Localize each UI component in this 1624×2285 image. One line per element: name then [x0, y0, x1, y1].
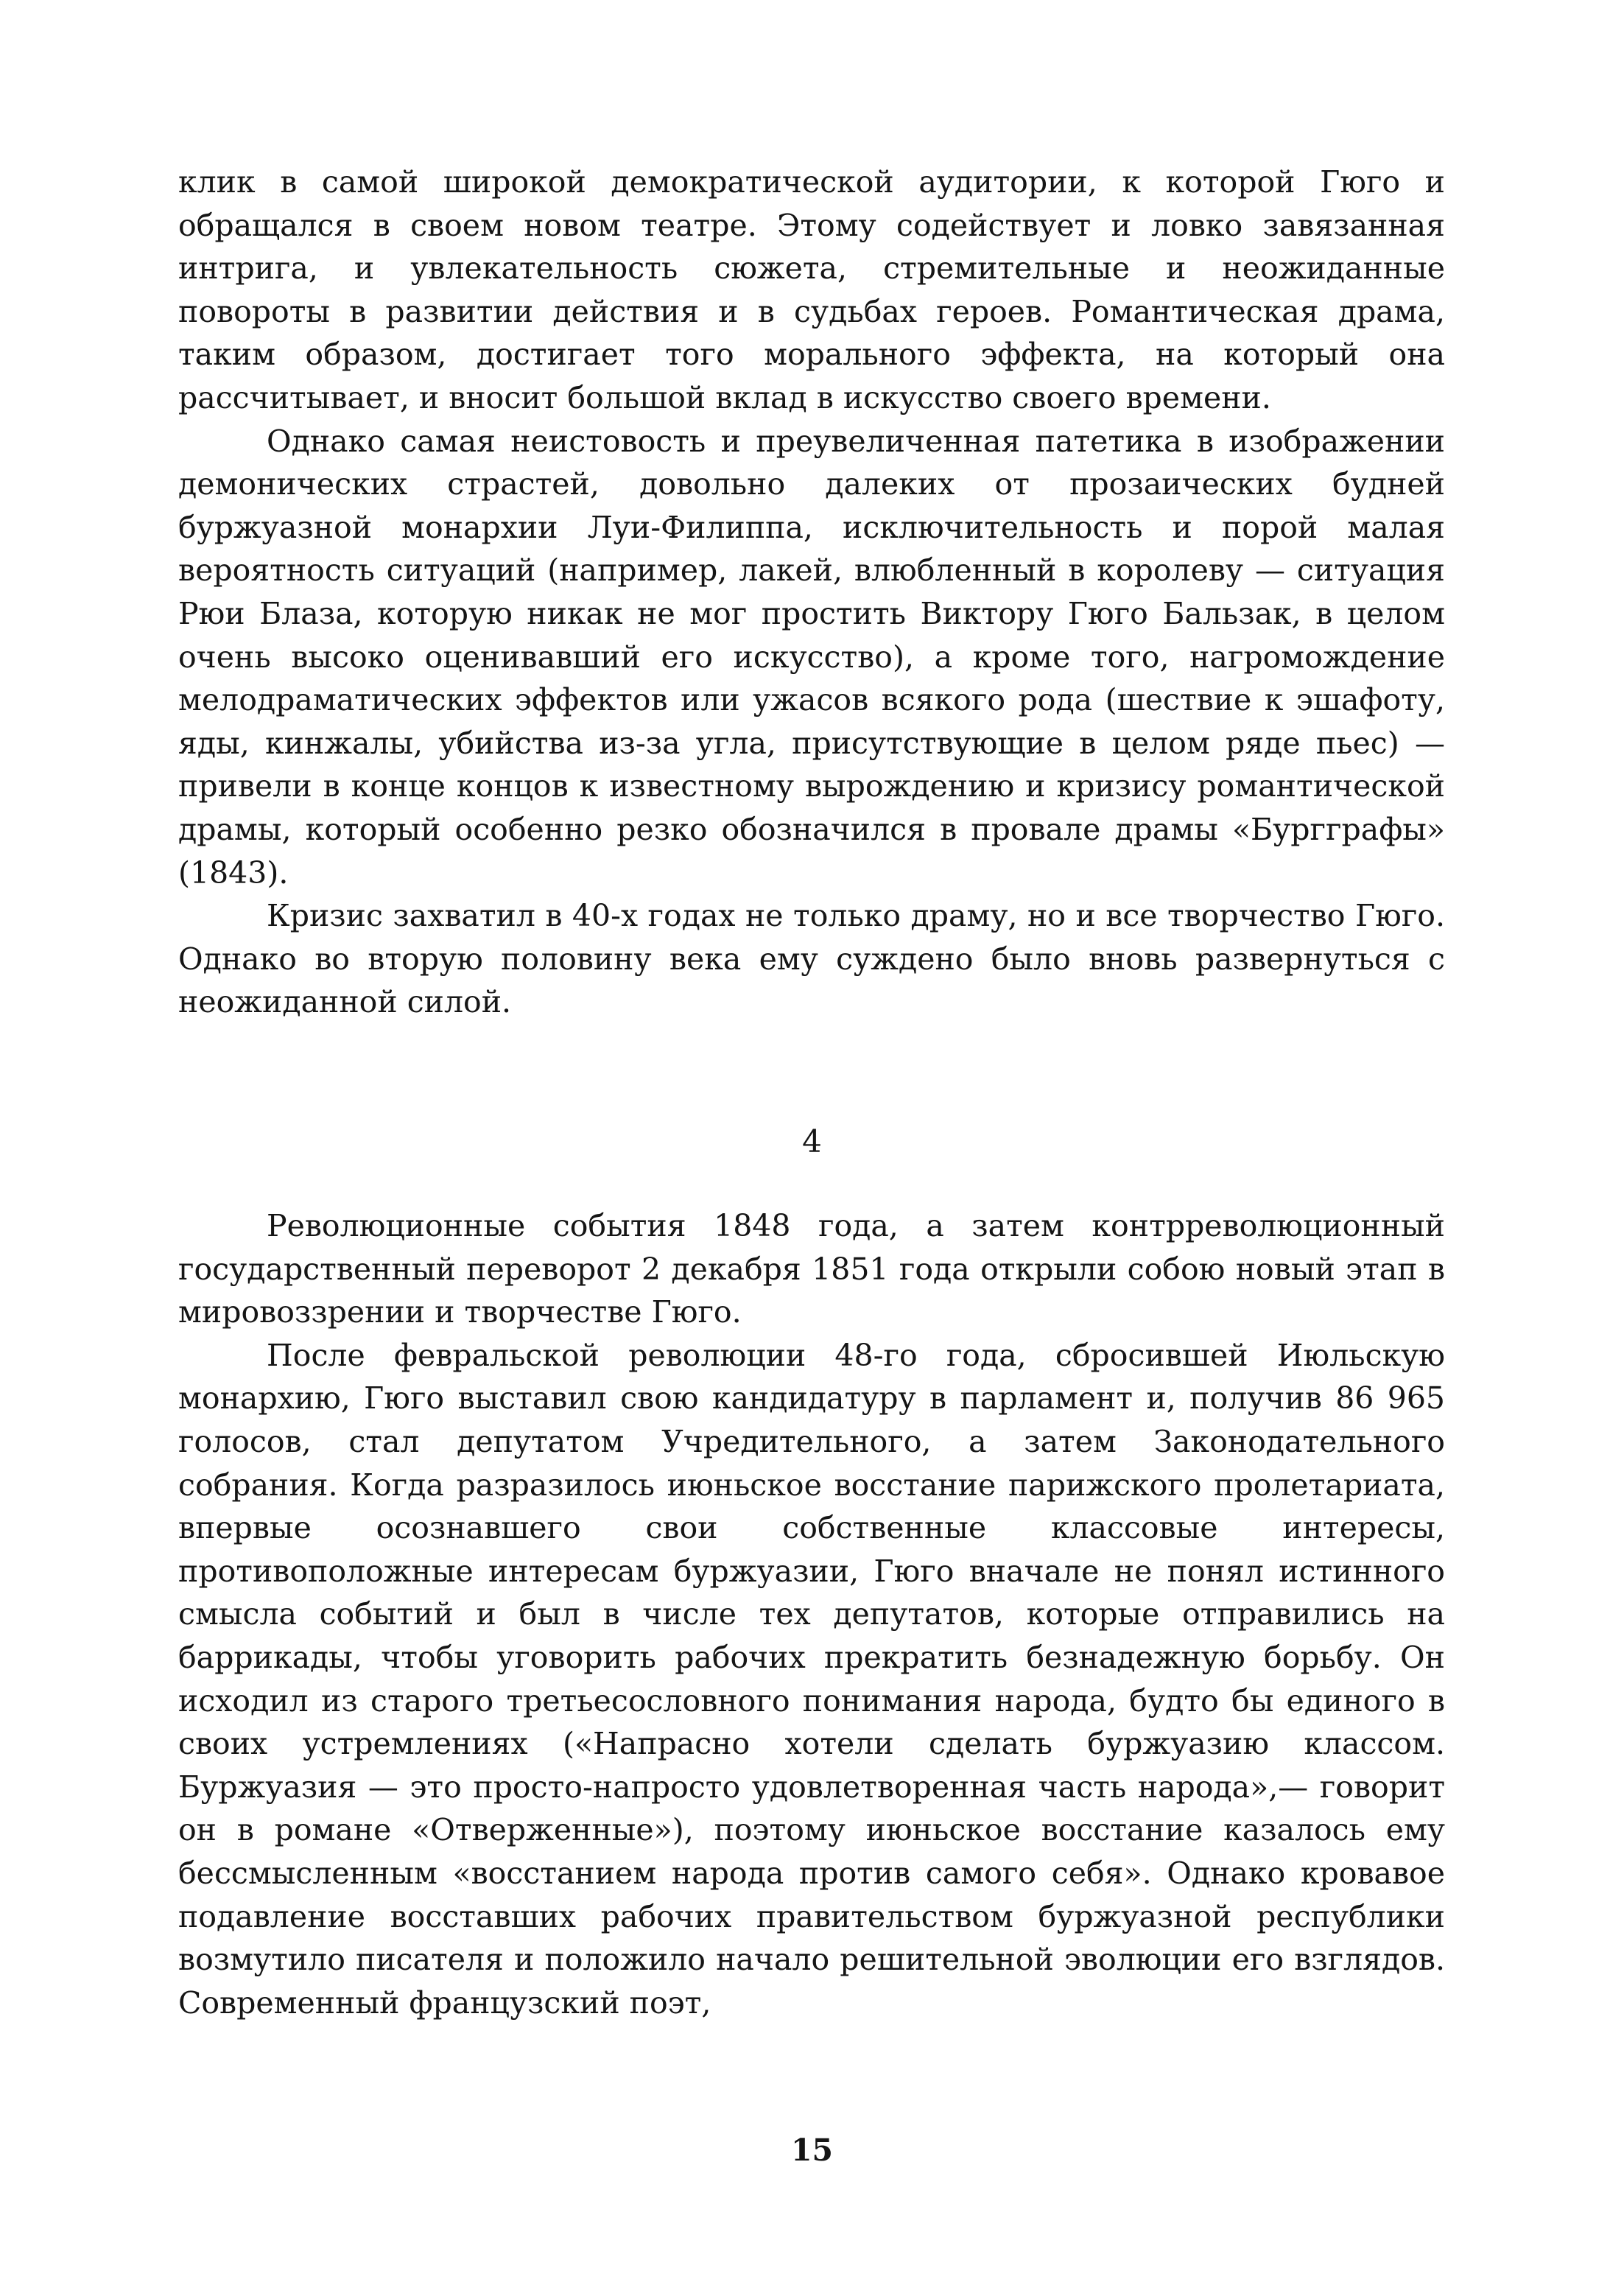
paragraph: Кризис захватил в 40-х годах не только драму, но и все творчество Гюго. Однако во вторую половину века ему суждено было вновь развернуться с неожиданной силой. [178, 898, 1445, 1020]
section-4-text [178, 1204, 1445, 2024]
paragraph: Революционные события 1848 года, а затем контрреволюционный государственный переворот 2 декабря 1851 года открыли собою новый этап в мировоззрении и творчестве Гюго. [178, 1208, 1445, 1330]
paragraph: Однако самая неистовость и преувеличенная патетика в изображении демонических страстей, довольно далеких от прозаических будней буржуазной монархии Луи-Филиппа, исключительность и порой малая вероятность ситуаций (например, лакей, влюбленный в королеву — ситуация Рюи Блаза, которую никак не мог простить Виктору Гюго Бальзак, в целом очень высоко оценивавший его искусство), а кроме того, нагромождение мелодраматических эффектов или ужасов всякого рода (шествие к эшафоту, яды, кинжалы, убийства из-за угла, присутствующие в целом ряде пьес) — привели в конце концов к известному вырождению и кризису романтической драмы, который особенно резко обозначился в провале драмы «Бургграфы» (1843). [178, 423, 1445, 891]
page-number: 15 [790, 2133, 834, 2168]
paragraph-continuation: клик в самой широкой демократической аудитории, к которой Гюго и обращался в своем новом театре. Этому содействует и ловко завязанная интрига, и увлекательность сюжета, стремительные и неожиданные повороты в развитии действия и в судьбах героев. Романтическая драма, таким образом, достигает того морального эффекта, на который она рассчитывает, и вносит большой вклад в искусство своего времени. [178, 164, 1445, 415]
section-number: 4 [802, 1123, 822, 1159]
paragraph: После февральской революции 48-го года, сбросившей Июльскую монархию, Гюго выставил свою кандидатуру в парламент и, получив 86 965 голосов, стал депутатом Учредительного, а затем Законодательного собрания. Когда разразилось июньское восстание парижского пролетариата, впервые осознавшего свои собственные классовые интересы, противоположные интересам буржуазии, Гюго вначале не понял истинного смысла событий и был в числе тех депутатов, которые отправились на баррикады, чтобы уговорить рабочих прекратить безнадежную борьбу. Он исходил из старого третьесословного понимания народа, будто бы единого в своих устремлениях («Напрасно хотели сделать буржуазию классом. Буржуазия — это просто-напросто удовлетворенная часть народа»,— говорит он в романе «Отверженные»), поэтому июньское восстание казалось ему бессмысленным «восстанием народа против самого себя». Однако кровавое подавление восставших рабочих правительством буржуазной республики возмутило писателя и положило начало решительной эволюции его взглядов. Современный французский поэт, [178, 1337, 1445, 2021]
top-text-section [178, 161, 1445, 1024]
